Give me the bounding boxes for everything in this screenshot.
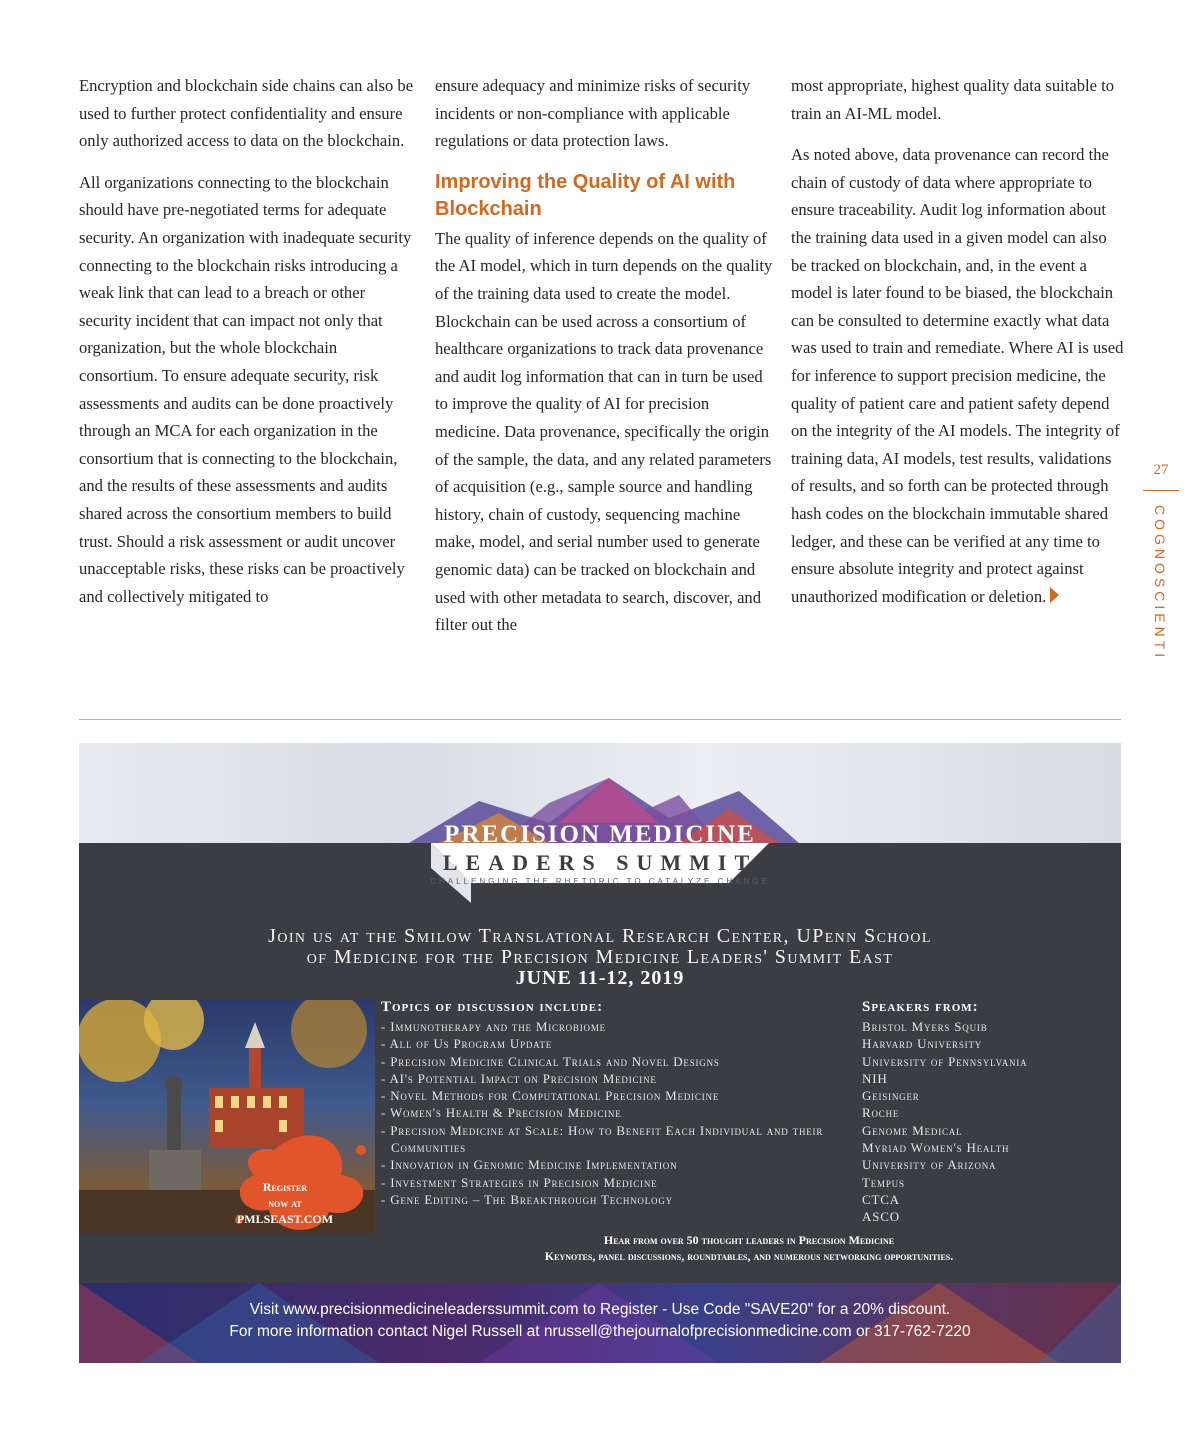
paragraph: Encryption and blockchain side chains can also be used to further protect confidentiality and ensure only authorized access to data on the blockchain. bbox=[79, 76, 414, 151]
running-title: COGNOSCIENTI bbox=[1152, 505, 1168, 662]
ad-title: PRECISION MEDICINE bbox=[444, 821, 756, 848]
register-callout[interactable] bbox=[226, 1179, 344, 1227]
topics-list bbox=[381, 1018, 851, 1208]
register-line: Register bbox=[262, 1180, 308, 1194]
paragraph: The quality of inference depends on the quality of the AI model, which in turn depends on the quality of the training data used to create the model. Blockchain can be used across a consortium of healthcare organizations to track data provenance and audit log information that can in turn be used to improve the quality of AI for precision medicine. Data provenance, specifically the origin of the sample, the data, and any related parameters of acquisition (e.g., sample source and handling history, chain of custody, sequencing machine make, model, and serial number used to generate genomic data) can be tracked on blockchain and used with other metadata to search, discover, and filter out the bbox=[435, 228, 773, 635]
ad-invitation-line: Join us at the Smilow Translational Research Center, UPenn School bbox=[268, 925, 932, 947]
speakers-heading: Speakers from: bbox=[862, 999, 979, 1015]
topics-heading: Topics of discussion include: bbox=[381, 999, 604, 1015]
article-column-1 bbox=[79, 72, 419, 624]
ad-register-link[interactable]: Visit www.precisionmedicineleaderssummit.com to Register - Use Code "SAVE20" for a 20% discount. bbox=[249, 1301, 951, 1318]
topic-item: - Precision Medicine Clinical Trials and Novel Designs bbox=[381, 1053, 851, 1070]
ad-date: JUNE 11-12, 2019 bbox=[515, 967, 685, 989]
paragraph-final bbox=[791, 141, 1126, 610]
article-column-2 bbox=[435, 72, 775, 653]
speaker-org: Tempus bbox=[862, 1174, 905, 1190]
topic-item: - Immunotherapy and the Microbiome bbox=[381, 1018, 851, 1035]
topic-item: - Gene Editing – The Breakthrough Technology bbox=[381, 1191, 851, 1208]
ad-tagline: CHALLENGING THE RHETORIC TO CATALYZE CHANGE bbox=[430, 877, 770, 886]
register-line: now at bbox=[268, 1196, 302, 1210]
speaker-org: Roche bbox=[862, 1105, 900, 1121]
speaker-org: Myriad Women's Health bbox=[862, 1140, 1010, 1156]
topic-item: - Women's Health & Precision Medicine bbox=[381, 1104, 851, 1121]
ad-contact-info[interactable]: For more information contact Nigel Russell at nrussell@thejournalofprecisionmedicine.com or 317-762-7220 bbox=[229, 1323, 971, 1340]
end-of-article-arrow-icon bbox=[1050, 587, 1059, 603]
summit-advertisement[interactable] bbox=[79, 743, 1121, 1363]
topic-item: - All of Us Program Update bbox=[381, 1035, 851, 1052]
speaker-org: University of Pennsylvania bbox=[862, 1053, 1028, 1069]
ad-invitation-line: of Medicine for the Precision Medicine Leaders' Summit East bbox=[306, 946, 894, 968]
paragraph: All organizations connecting to the blockchain should have pre-negotiated terms for adequate security. An organization with inadequate security connecting to the blockchain risks introducing a weak link that can lead to a breach or other security incident that can impact not only that organization, but the whole blockchain consortium. To ensure adequate security, risk assessments and audits can be done proactively through an MCA for each organization in the consortium that is connecting to the blockchain, and the results of these assessments and audits shared across the consortium members to build trust. Should a risk assessment or audit uncover unacceptable risks, these risks can be proactively and collectively mitigated to bbox=[79, 172, 412, 606]
ad-subtitle: LEADERS SUMMIT bbox=[442, 850, 758, 875]
section-divider bbox=[79, 719, 1121, 720]
register-url[interactable]: PMLSEAST.COM bbox=[236, 1212, 334, 1226]
section-heading: Improving the Quality of AI with Blockchain bbox=[435, 170, 736, 221]
speaker-org: ASCO bbox=[862, 1209, 900, 1225]
ad-highlight-line: Hear from over 50 thought leaders in Precision Medicine bbox=[603, 1233, 895, 1247]
topic-item: - Precision Medicine at Scale: How to Benefit Each Individual and their Communities bbox=[381, 1122, 851, 1157]
paragraph: ensure adequacy and minimize risks of security incidents or non-compliance with applicable regulations or data protection laws. bbox=[435, 76, 751, 151]
page-number: 27 bbox=[1153, 462, 1169, 478]
paragraph: most appropriate, highest quality data suitable to train an AI-ML model. bbox=[791, 76, 1115, 123]
topic-item: - Investment Strategies in Precision Medicine bbox=[381, 1174, 851, 1191]
speakers-list bbox=[862, 1018, 1112, 1226]
speaker-org: University of Arizona bbox=[862, 1157, 997, 1173]
paragraph-text: As noted above, data provenance can record the chain of custody of data where appropriate to ensure traceability. Audit log information about the training data used in a given model can also be tracked on blockchain, and, in the event a model is later found to be biased, the blockchain can be consulted to determine exactly what data was used to train and remediate. Where AI is used for inference to support precision medicine, the quality of patient care and patient safety depend on the integrity of the AI models. The integrity of training data, AI models, test results, validations of results, and so forth can be protected through hash codes on the blockchain immutable shared ledger, and these can be verified at any time to ensure absolute integrity and protect against unauthorized modification or deletion. bbox=[791, 145, 1124, 606]
topic-item: - Innovation in Genomic Medicine Implementation bbox=[381, 1156, 851, 1173]
speaker-org: Genome Medical bbox=[862, 1122, 963, 1138]
speaker-org: NIH bbox=[862, 1070, 888, 1086]
ad-highlight-line: Keynotes, panel discussions, roundtables, and numerous networking opportunities. bbox=[544, 1249, 954, 1263]
speaker-org: CTCA bbox=[862, 1191, 900, 1207]
topic-item: - AI's Potential Impact on Precision Medicine bbox=[381, 1070, 851, 1087]
speaker-org: Bristol Myers Squib bbox=[862, 1019, 988, 1034]
speaker-org: Harvard University bbox=[862, 1036, 983, 1052]
topic-item: - Novel Methods for Computational Precision Medicine bbox=[381, 1087, 851, 1104]
ad-highlights bbox=[379, 1232, 1119, 1264]
speaker-org: Geisinger bbox=[862, 1088, 920, 1104]
ad-invitation bbox=[139, 926, 1061, 968]
margin-rule bbox=[1143, 490, 1179, 491]
article-column-3 bbox=[791, 72, 1126, 624]
